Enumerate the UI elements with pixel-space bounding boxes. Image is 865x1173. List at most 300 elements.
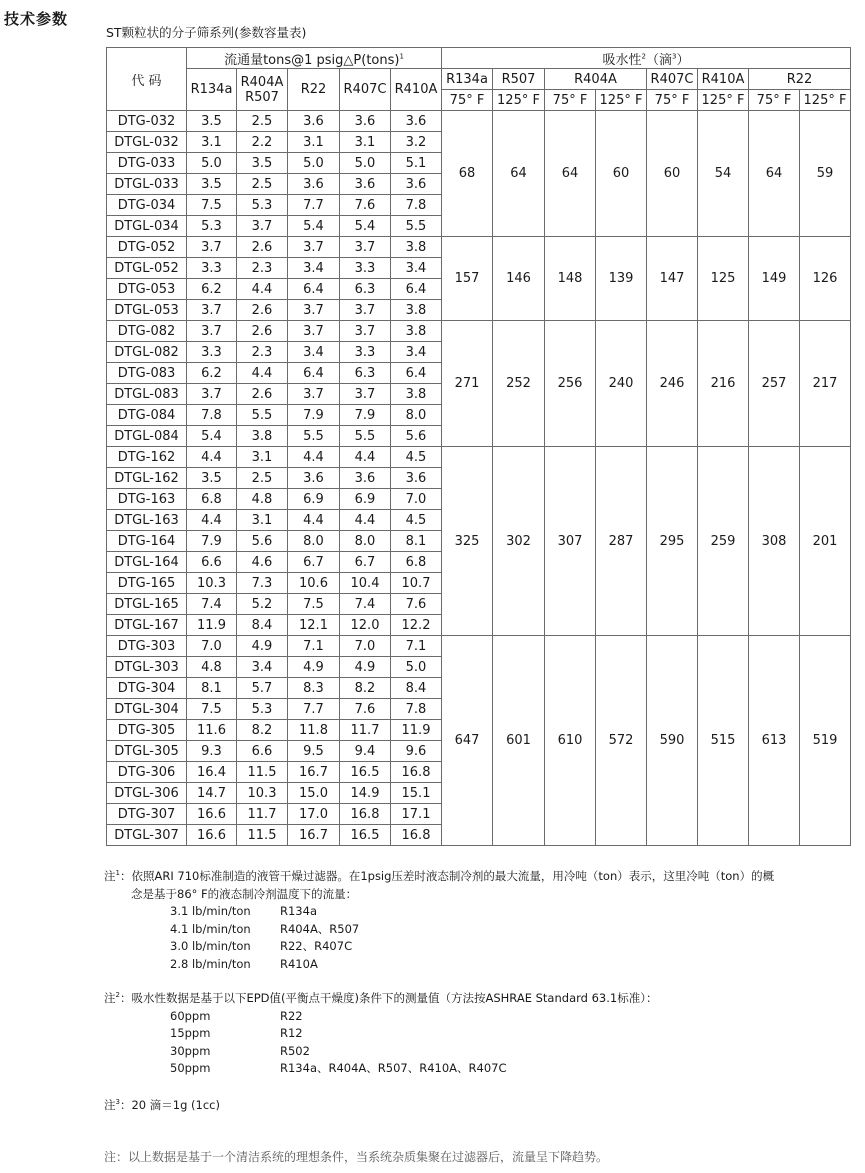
flow-value-cell: 7.5 <box>288 594 340 615</box>
flow-value-cell: 6.7 <box>288 552 340 573</box>
flow-value-cell: 14.9 <box>340 783 391 804</box>
model-code-cell: DTGL-033 <box>107 174 187 195</box>
model-code-cell: DTGL-303 <box>107 657 187 678</box>
absorb-value-cell: 519 <box>800 636 851 846</box>
flow-value-cell: 3.1 <box>237 510 288 531</box>
flow-value-cell: 16.8 <box>391 825 442 846</box>
flow-value-cell: 4.5 <box>391 447 442 468</box>
absorb-value-cell: 240 <box>596 321 647 447</box>
temp-header: 125° F <box>800 90 851 111</box>
absorb-value-cell: 590 <box>647 636 698 846</box>
model-code-cell: DTGL-162 <box>107 468 187 489</box>
flow-value-cell: 5.4 <box>288 216 340 237</box>
note-list-refrigerant: R404A、R507 <box>280 921 360 936</box>
flow-value-cell: 3.6 <box>288 111 340 132</box>
flow-value-cell: 3.1 <box>187 132 237 153</box>
flow-value-cell: 5.0 <box>187 153 237 174</box>
temp-header: 125° F <box>596 90 647 111</box>
flow-value-cell: 5.6 <box>391 426 442 447</box>
note-list-item <box>104 1060 856 1078</box>
flow-value-cell: 3.3 <box>340 258 391 279</box>
flow-value-cell: 3.4 <box>237 657 288 678</box>
flow-header: 流通量tons@1 psig△P(tons)$^1$ <box>187 48 442 69</box>
absorb-value-cell: 308 <box>749 447 800 636</box>
note-list-refrigerant: R410A <box>280 956 318 971</box>
absorb-refrigerant-header: R22 <box>749 69 851 90</box>
absorb-value-cell: 302 <box>493 447 545 636</box>
flow-value-cell: 2.2 <box>237 132 288 153</box>
flow-value-cell: 4.4 <box>340 447 391 468</box>
flow-value-cell: 3.7 <box>187 384 237 405</box>
flow-value-cell: 6.2 <box>187 363 237 384</box>
note-list-value: 60ppm <box>170 1008 211 1023</box>
flow-value-cell: 3.7 <box>187 300 237 321</box>
flow-value-cell: 5.3 <box>237 699 288 720</box>
note-list-value: 2.8 lb/min/ton <box>170 956 251 971</box>
model-code-cell: DTG-083 <box>107 363 187 384</box>
flow-value-cell: 4.4 <box>340 510 391 531</box>
flow-value-cell: 3.5 <box>187 111 237 132</box>
flow-value-cell: 4.4 <box>187 447 237 468</box>
flow-value-cell: 8.2 <box>237 720 288 741</box>
absorb-value-cell: 295 <box>647 447 698 636</box>
flow-value-cell: 3.7 <box>340 237 391 258</box>
absorb-refrigerant-header: R410A <box>698 69 749 90</box>
absorb-value-cell: 126 <box>800 237 851 321</box>
absorb-value-cell: 259 <box>698 447 749 636</box>
model-code-cell: DTGL-167 <box>107 615 187 636</box>
flow-value-cell: 5.5 <box>237 405 288 426</box>
flow-value-cell: 14.7 <box>187 783 237 804</box>
model-code-cell: DTG-306 <box>107 762 187 783</box>
flow-value-cell: 6.4 <box>288 363 340 384</box>
absorb-value-cell: 64 <box>545 111 596 237</box>
model-code-cell: DTGL-306 <box>107 783 187 804</box>
absorb-header: 吸水性$^2$（滴$^3$） <box>442 48 851 69</box>
absorb-value-cell: 257 <box>749 321 800 447</box>
flow-value-cell: 3.6 <box>391 174 442 195</box>
flow-value-cell: 2.5 <box>237 174 288 195</box>
note-list-item <box>104 903 856 921</box>
flow-value-cell: 3.3 <box>187 342 237 363</box>
table-title: ST颗粒状的分子筛系列(参数容量表) <box>106 25 307 40</box>
flow-value-cell: 11.7 <box>237 804 288 825</box>
model-code-cell: DTGL-305 <box>107 741 187 762</box>
note-list-refrigerant: R502 <box>280 1043 310 1058</box>
flow-value-cell: 3.7 <box>340 300 391 321</box>
model-code-cell: DTG-303 <box>107 636 187 657</box>
flow-value-cell: 6.6 <box>237 741 288 762</box>
flow-value-cell: 6.2 <box>187 279 237 300</box>
table-row <box>107 321 851 342</box>
absorb-value-cell: 59 <box>800 111 851 237</box>
model-code-cell: DTG-052 <box>107 237 187 258</box>
note-1-list <box>104 903 856 973</box>
code-header: 代 码 <box>107 48 187 111</box>
absorb-value-cell: 54 <box>698 111 749 237</box>
flow-value-cell: 16.7 <box>288 825 340 846</box>
flow-value-cell: 6.8 <box>187 489 237 510</box>
flow-value-cell: 5.0 <box>340 153 391 174</box>
flow-value-cell: 3.4 <box>391 342 442 363</box>
flow-value-cell: 5.7 <box>237 678 288 699</box>
absorb-value-cell: 610 <box>545 636 596 846</box>
flow-value-cell: 4.9 <box>237 636 288 657</box>
absorb-value-cell: 287 <box>596 447 647 636</box>
flow-value-cell: 5.5 <box>391 216 442 237</box>
flow-value-cell: 7.6 <box>340 195 391 216</box>
flow-value-cell: 3.1 <box>340 132 391 153</box>
flow-value-cell: 7.8 <box>187 405 237 426</box>
flow-value-cell: 16.5 <box>340 825 391 846</box>
flow-value-cell: 5.0 <box>391 657 442 678</box>
absorb-value-cell: 307 <box>545 447 596 636</box>
model-code-cell: DTG-164 <box>107 531 187 552</box>
note-2-text: 注$^2$：吸水性数据是基于以下EPD值(平衡点干燥度)条件下的测量值（方法按ASHRAE Standard 63.1标准）： <box>104 991 658 1005</box>
model-code-cell: DTG-033 <box>107 153 187 174</box>
absorb-value-cell: 601 <box>493 636 545 846</box>
absorb-value-cell: 139 <box>596 237 647 321</box>
flow-value-cell: 5.1 <box>391 153 442 174</box>
flow-value-cell: 3.6 <box>340 174 391 195</box>
table-row <box>107 447 851 468</box>
flow-value-cell: 4.4 <box>187 510 237 531</box>
table-body <box>107 111 851 846</box>
flow-value-cell: 3.8 <box>391 384 442 405</box>
note-list-refrigerant: R12 <box>280 1026 303 1040</box>
flow-refrigerant-header: R410A <box>391 69 442 111</box>
note-list-value: 3.0 lb/min/ton <box>170 939 251 953</box>
flow-value-cell: 7.4 <box>340 594 391 615</box>
flow-refrigerant-header: R407C <box>340 69 391 111</box>
flow-value-cell: 7.9 <box>187 531 237 552</box>
flow-value-cell: 7.4 <box>187 594 237 615</box>
flow-value-cell: 6.7 <box>340 552 391 573</box>
absorb-value-cell: 146 <box>493 237 545 321</box>
flow-value-cell: 5.0 <box>288 153 340 174</box>
flow-refrigerant-header: R134a <box>187 69 237 111</box>
flow-value-cell: 7.9 <box>288 405 340 426</box>
flow-value-cell: 3.6 <box>391 111 442 132</box>
note-list-value: 15ppm <box>170 1026 211 1040</box>
flow-value-cell: 10.7 <box>391 573 442 594</box>
model-code-cell: DTG-163 <box>107 489 187 510</box>
flow-value-cell: 6.9 <box>288 489 340 510</box>
flow-value-cell: 4.8 <box>187 657 237 678</box>
flow-value-cell: 16.8 <box>340 804 391 825</box>
absorb-value-cell: 157 <box>442 237 493 321</box>
model-code-cell: DTGL-034 <box>107 216 187 237</box>
flow-value-cell: 3.5 <box>237 153 288 174</box>
flow-value-cell: 3.7 <box>237 216 288 237</box>
flow-value-cell: 2.6 <box>237 237 288 258</box>
flow-value-cell: 17.0 <box>288 804 340 825</box>
note-3 <box>104 1097 856 1115</box>
flow-value-cell: 17.1 <box>391 804 442 825</box>
flow-value-cell: 7.3 <box>237 573 288 594</box>
absorb-refrigerant-header: R404A <box>545 69 647 90</box>
flow-value-cell: 5.2 <box>237 594 288 615</box>
flow-value-cell: 3.4 <box>288 342 340 363</box>
model-code-cell: DTG-084 <box>107 405 187 426</box>
absorb-value-cell: 271 <box>442 321 493 447</box>
flow-value-cell: 3.7 <box>288 237 340 258</box>
model-code-cell: DTGL-032 <box>107 132 187 153</box>
flow-value-cell: 7.1 <box>391 636 442 657</box>
flow-value-cell: 3.4 <box>391 258 442 279</box>
model-code-cell: DTGL-307 <box>107 825 187 846</box>
flow-value-cell: 12.0 <box>340 615 391 636</box>
flow-value-cell: 2.5 <box>237 111 288 132</box>
note-list-value: 4.1 lb/min/ton <box>170 921 251 936</box>
flow-value-cell: 7.5 <box>187 699 237 720</box>
temp-header: 125° F <box>493 90 545 111</box>
model-code-cell: DTGL-082 <box>107 342 187 363</box>
flow-value-cell: 3.1 <box>237 447 288 468</box>
flow-value-cell: 9.6 <box>391 741 442 762</box>
note-1-text: 注$^1$：依照ARI 710标准制造的液管干燥过滤器。在1psig压差时液态制冷剂的最大流量，用冷吨（ton）表示，这里冷吨（ton）的概 <box>104 869 775 883</box>
absorb-value-cell: 64 <box>749 111 800 237</box>
flow-value-cell: 7.1 <box>288 636 340 657</box>
flow-value-cell: 2.5 <box>237 468 288 489</box>
flow-value-cell: 7.9 <box>340 405 391 426</box>
flow-value-cell: 5.4 <box>340 216 391 237</box>
model-code-cell: DTG-305 <box>107 720 187 741</box>
flow-value-cell: 4.5 <box>391 510 442 531</box>
note-list-value: 3.1 lb/min/ton <box>170 904 251 918</box>
note-2 <box>104 990 856 1078</box>
note-list-item <box>104 1008 856 1026</box>
flow-value-cell: 7.6 <box>340 699 391 720</box>
flow-value-cell: 4.4 <box>288 510 340 531</box>
flow-value-cell: 11.5 <box>237 825 288 846</box>
flow-value-cell: 16.6 <box>187 804 237 825</box>
note-list-refrigerant: R134a <box>280 904 317 918</box>
flow-value-cell: 8.4 <box>391 678 442 699</box>
flow-value-cell: 2.6 <box>237 300 288 321</box>
flow-value-cell: 8.2 <box>340 678 391 699</box>
flow-value-cell: 7.6 <box>391 594 442 615</box>
flow-value-cell: 5.5 <box>340 426 391 447</box>
model-code-cell: DTG-304 <box>107 678 187 699</box>
flow-value-cell: 15.1 <box>391 783 442 804</box>
flow-value-cell: 3.5 <box>187 468 237 489</box>
flow-value-cell: 4.4 <box>237 363 288 384</box>
absorb-refrigerant-header: R134a <box>442 69 493 90</box>
flow-value-cell: 3.8 <box>391 321 442 342</box>
flow-value-cell: 6.9 <box>340 489 391 510</box>
flow-value-cell: 11.7 <box>340 720 391 741</box>
flow-value-cell: 5.4 <box>187 426 237 447</box>
note-list-item <box>104 938 856 956</box>
flow-value-cell: 8.4 <box>237 615 288 636</box>
flow-value-cell: 6.3 <box>340 363 391 384</box>
flow-value-cell: 6.4 <box>391 363 442 384</box>
flow-value-cell: 10.3 <box>237 783 288 804</box>
flow-value-cell: 3.3 <box>187 258 237 279</box>
temp-header: 125° F <box>698 90 749 111</box>
model-code-cell: DTGL-304 <box>107 699 187 720</box>
flow-value-cell: 8.0 <box>391 405 442 426</box>
flow-value-cell: 7.7 <box>288 699 340 720</box>
flow-value-cell: 11.9 <box>187 615 237 636</box>
temp-header: 75° F <box>647 90 698 111</box>
absorb-value-cell: 147 <box>647 237 698 321</box>
absorb-value-cell: 149 <box>749 237 800 321</box>
flow-value-cell: 10.6 <box>288 573 340 594</box>
temp-header: 75° F <box>442 90 493 111</box>
flow-value-cell: 10.4 <box>340 573 391 594</box>
flow-value-cell: 16.5 <box>340 762 391 783</box>
note-list-item <box>104 1025 856 1043</box>
absorb-value-cell: 217 <box>800 321 851 447</box>
absorb-refrigerant-header: R507 <box>493 69 545 90</box>
absorb-value-cell: 64 <box>493 111 545 237</box>
flow-value-cell: 6.8 <box>391 552 442 573</box>
flow-value-cell: 5.6 <box>237 531 288 552</box>
flow-value-cell: 3.7 <box>340 321 391 342</box>
note-list-item <box>104 921 856 939</box>
table-row <box>107 111 851 132</box>
flow-value-cell: 3.7 <box>187 237 237 258</box>
flow-value-cell: 12.2 <box>391 615 442 636</box>
note-list-value: 30ppm <box>170 1043 211 1058</box>
flow-value-cell: 4.4 <box>288 447 340 468</box>
absorb-value-cell: 246 <box>647 321 698 447</box>
flow-value-cell: 3.2 <box>391 132 442 153</box>
flow-value-cell: 4.4 <box>237 279 288 300</box>
model-code-cell: DTGL-083 <box>107 384 187 405</box>
flow-value-cell: 5.3 <box>187 216 237 237</box>
model-code-cell: DTGL-052 <box>107 258 187 279</box>
note-list-refrigerant: R134a、R404A、R507、R410A、R407C <box>280 1061 507 1075</box>
flow-value-cell: 3.6 <box>391 468 442 489</box>
absorb-value-cell: 216 <box>698 321 749 447</box>
section-title: 技术参数 <box>4 10 69 28</box>
flow-value-cell: 4.6 <box>237 552 288 573</box>
flow-value-cell: 9.4 <box>340 741 391 762</box>
flow-refrigerant-header: R404A R507 <box>237 69 288 111</box>
flow-value-cell: 9.5 <box>288 741 340 762</box>
absorb-value-cell: 613 <box>749 636 800 846</box>
absorb-value-cell: 325 <box>442 447 493 636</box>
absorb-value-cell: 60 <box>596 111 647 237</box>
flow-value-cell: 8.3 <box>288 678 340 699</box>
note-list-refrigerant: R22 <box>280 1008 303 1023</box>
flow-value-cell: 3.3 <box>340 342 391 363</box>
absorb-value-cell: 68 <box>442 111 493 237</box>
table-row <box>107 636 851 657</box>
flow-value-cell: 3.6 <box>288 468 340 489</box>
flow-value-cell: 3.6 <box>288 174 340 195</box>
flow-value-cell: 7.7 <box>288 195 340 216</box>
model-code-cell: DTGL-164 <box>107 552 187 573</box>
absorb-value-cell: 647 <box>442 636 493 846</box>
flow-value-cell: 3.5 <box>187 174 237 195</box>
flow-value-cell: 11.6 <box>187 720 237 741</box>
flow-value-cell: 4.8 <box>237 489 288 510</box>
flow-value-cell: 3.8 <box>237 426 288 447</box>
model-code-cell: DTG-082 <box>107 321 187 342</box>
flow-value-cell: 6.6 <box>187 552 237 573</box>
absorb-value-cell: 148 <box>545 237 596 321</box>
flow-value-cell: 7.0 <box>391 489 442 510</box>
flow-value-cell: 8.0 <box>340 531 391 552</box>
model-code-cell: DTG-165 <box>107 573 187 594</box>
note-list-value: 50ppm <box>170 1061 211 1075</box>
model-code-cell: DTG-034 <box>107 195 187 216</box>
footnote: 注：以上数据是基于一个清洁系统的理想条件，当系统杂质集聚在过滤器后，流量呈下降趋势。 <box>104 1150 609 1164</box>
flow-value-cell: 5.5 <box>288 426 340 447</box>
flow-value-cell: 16.4 <box>187 762 237 783</box>
note-list-refrigerant: R22、R407C <box>280 939 353 953</box>
note-2-list <box>104 1008 856 1078</box>
model-code-cell: DTG-162 <box>107 447 187 468</box>
absorb-value-cell: 256 <box>545 321 596 447</box>
flow-value-cell: 16.8 <box>391 762 442 783</box>
absorb-refrigerant-header: R407C <box>647 69 698 90</box>
model-code-cell: DTGL-084 <box>107 426 187 447</box>
model-code-cell: DTGL-053 <box>107 300 187 321</box>
capacity-table <box>106 47 851 846</box>
flow-value-cell: 7.0 <box>340 636 391 657</box>
flow-value-cell: 7.0 <box>187 636 237 657</box>
absorb-value-cell: 60 <box>647 111 698 237</box>
flow-refrigerant-header: R22 <box>288 69 340 111</box>
flow-value-cell: 15.0 <box>288 783 340 804</box>
table-row <box>107 237 851 258</box>
flow-value-cell: 11.5 <box>237 762 288 783</box>
flow-value-cell: 12.1 <box>288 615 340 636</box>
temp-header: 75° F <box>545 90 596 111</box>
flow-value-cell: 2.3 <box>237 258 288 279</box>
flow-value-cell: 4.9 <box>340 657 391 678</box>
model-code-cell: DTG-307 <box>107 804 187 825</box>
flow-value-cell: 3.6 <box>340 111 391 132</box>
flow-value-cell: 2.3 <box>237 342 288 363</box>
note-1 <box>104 868 856 973</box>
note-1-text-cont: 念是基于86° F的液态制冷剂温度下的流量： <box>131 886 358 901</box>
flow-value-cell: 11.9 <box>391 720 442 741</box>
note-list-item <box>104 956 856 974</box>
flow-value-cell: 11.8 <box>288 720 340 741</box>
flow-value-cell: 2.6 <box>237 384 288 405</box>
flow-value-cell: 3.8 <box>391 237 442 258</box>
flow-value-cell: 7.5 <box>187 195 237 216</box>
flow-value-cell: 7.8 <box>391 195 442 216</box>
flow-value-cell: 4.9 <box>288 657 340 678</box>
flow-value-cell: 3.8 <box>391 300 442 321</box>
flow-value-cell: 3.4 <box>288 258 340 279</box>
flow-value-cell: 5.3 <box>237 195 288 216</box>
flow-value-cell: 3.7 <box>187 321 237 342</box>
absorb-value-cell: 125 <box>698 237 749 321</box>
model-code-cell: DTGL-165 <box>107 594 187 615</box>
flow-value-cell: 8.1 <box>187 678 237 699</box>
flow-value-cell: 9.3 <box>187 741 237 762</box>
flow-value-cell: 3.6 <box>340 468 391 489</box>
flow-value-cell: 6.3 <box>340 279 391 300</box>
model-code-cell: DTGL-163 <box>107 510 187 531</box>
flow-value-cell: 3.7 <box>340 384 391 405</box>
flow-value-cell: 2.6 <box>237 321 288 342</box>
absorb-value-cell: 572 <box>596 636 647 846</box>
model-code-cell: DTG-053 <box>107 279 187 300</box>
flow-value-cell: 3.7 <box>288 300 340 321</box>
flow-value-cell: 3.7 <box>288 384 340 405</box>
flow-value-cell: 8.0 <box>288 531 340 552</box>
note-list-item <box>104 1043 856 1061</box>
